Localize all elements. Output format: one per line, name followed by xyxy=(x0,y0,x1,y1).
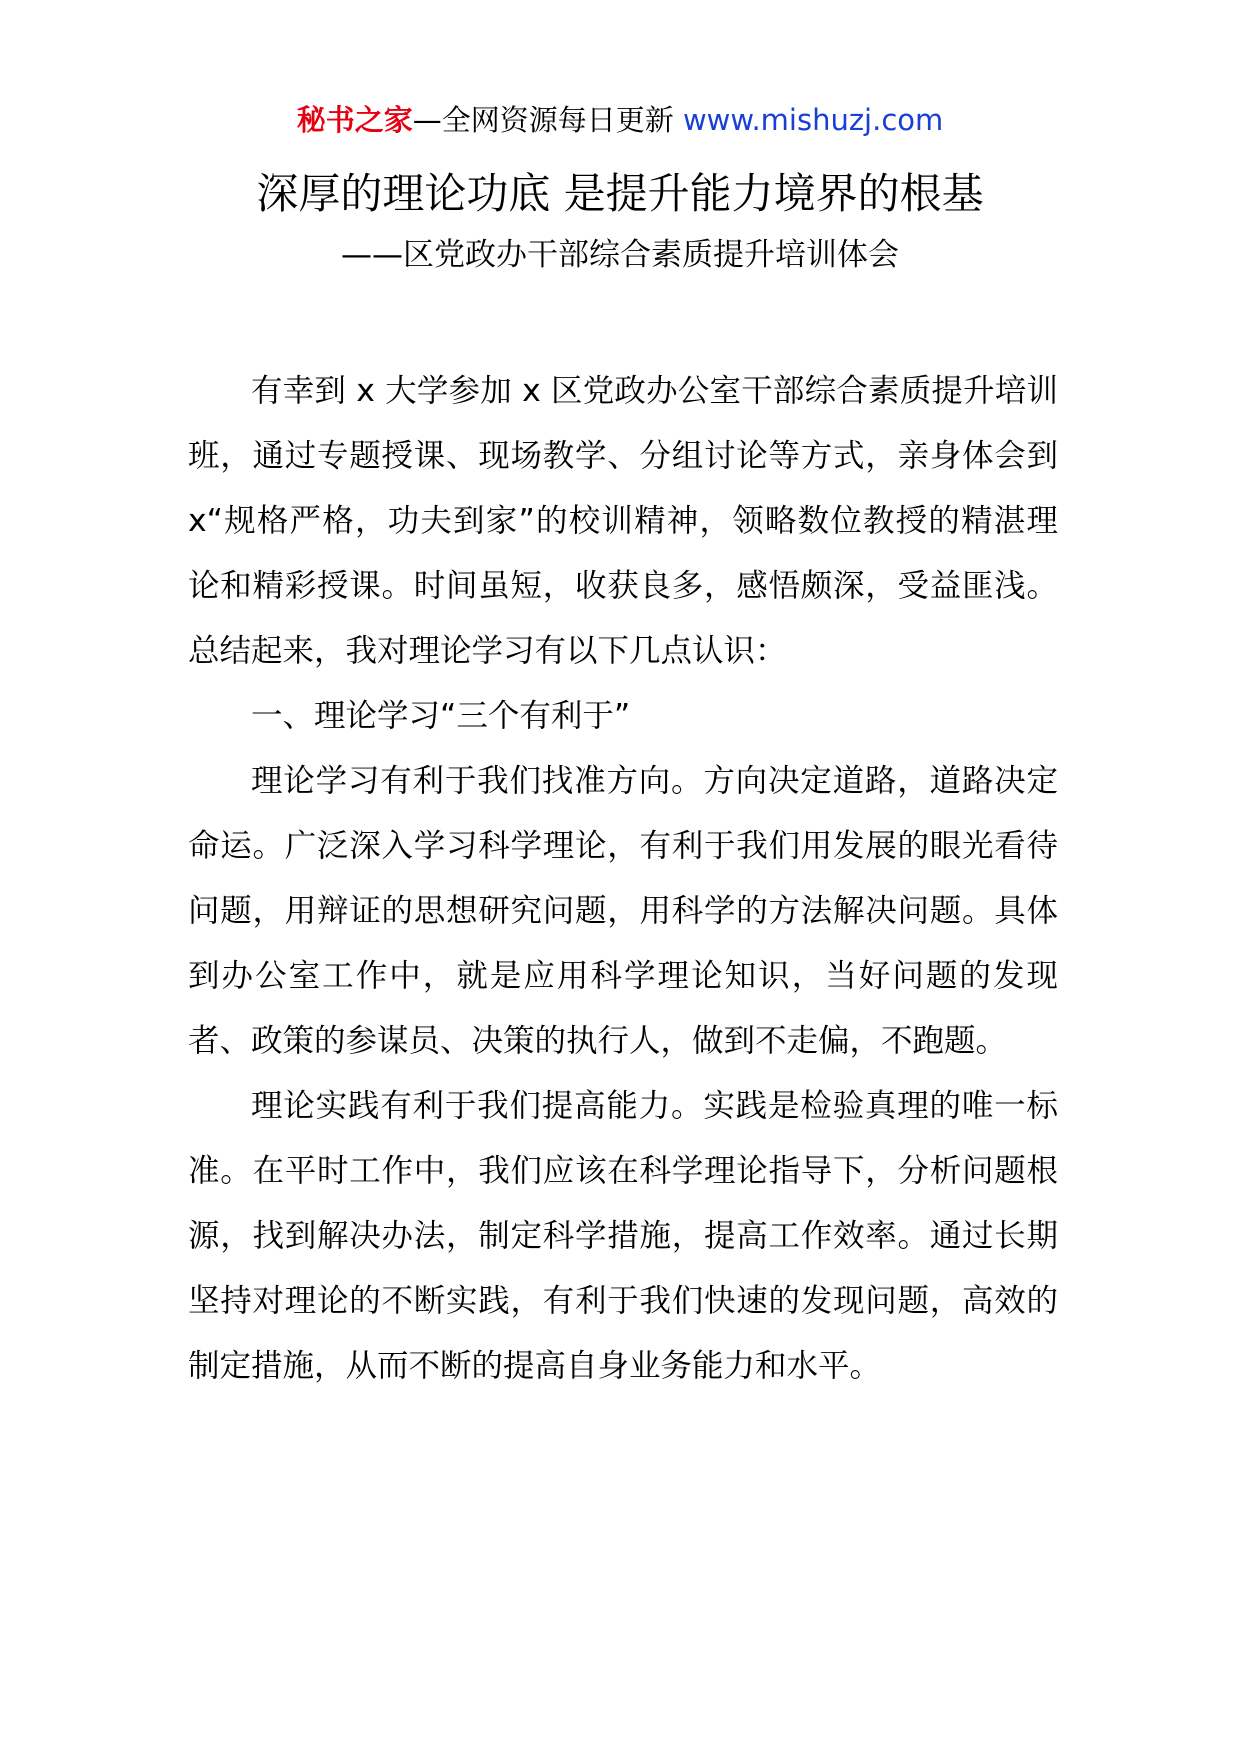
document-title: 深厚的理论功底 是提升能力境界的根基 xyxy=(256,169,984,218)
site-url-link[interactable]: www.mishuzj.com xyxy=(682,103,944,137)
banner-tagline: —全网资源每日更新 xyxy=(412,103,674,137)
site-banner xyxy=(0,100,1240,140)
section-heading-1: 一、理论学习“三个有利于” xyxy=(251,698,631,734)
paragraph-direction: 理论学习有利于我们找准方向。方向决定道路，道路决定命运。广泛深入学习科学理论，有利于我们用发展的眼光看待问题，用辩证的思想研究问题，用科学的方法解决问题。具体到办公室工作中，就是应用科学理论知识，当好问题的发现者、政策的参谋员、决策的执行人，做到不走偏，不跑题。 xyxy=(188,763,1058,1059)
paragraph-ability: 理论实践有利于我们提高能力。实践是检验真理的唯一标准。在平时工作中，我们应该在科学理论指导下，分析问题根源，找到解决办法，制定科学措施，提高工作效率。通过长期坚持对理论的不断实践，有利于我们快速的发现问题，高效的制定措施，从而不断的提高自身业务能力和水平。 xyxy=(188,1088,1058,1384)
document-body xyxy=(188,359,1058,1399)
paragraph-intro: 有幸到 x 大学参加 x 区党政办公室干部综合素质提升培训班，通过专题授课、现场教学、分组讨论等方式，亲身体会到 x“规格严格，功夫到家”的校训精神，领略数位教授的精湛理论和精彩授课。时间虽短，收获良多，感悟颇深，受益匪浅。总结起来，我对理论学习有以下几点认识： xyxy=(188,373,1058,669)
brand-name: 秘书之家 xyxy=(296,103,413,137)
document-subtitle: ——区党政办干部综合素质提升培训体会 xyxy=(341,237,899,273)
